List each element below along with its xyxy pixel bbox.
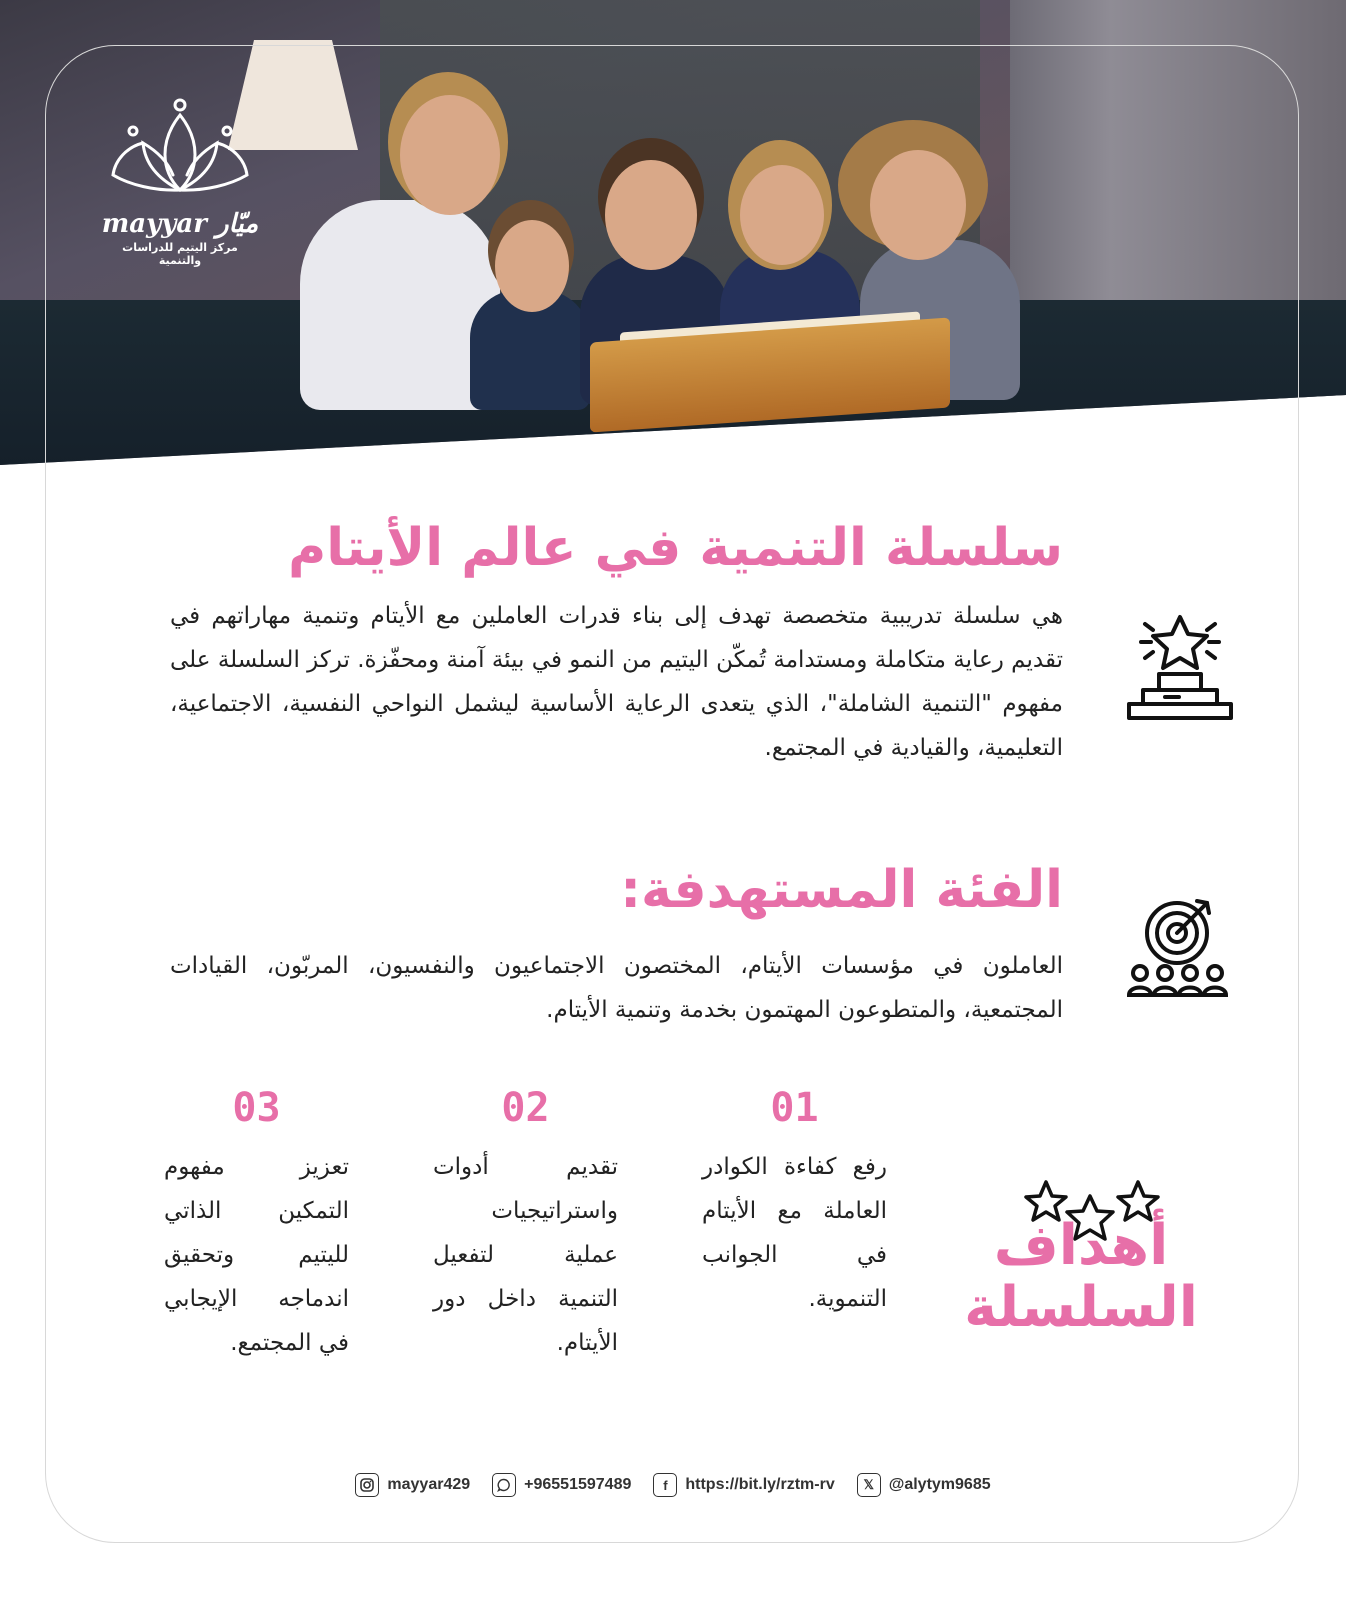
logo-arabic: ميّار bbox=[215, 209, 259, 239]
section2-body: العاملون في مؤسسات الأيتام، المختصون الاجتماعيون والنفسيون، المربّون، القيادات المجتمعية، والمتطوعون المهتمون بخدمة وتنمية الأيتام. bbox=[170, 953, 1063, 1023]
whatsapp-icon bbox=[492, 1473, 516, 1497]
logo-subtitle: مركز اليتيم للدراسات والتنمية bbox=[122, 241, 238, 267]
instagram-handle: mayyar429 bbox=[387, 1476, 471, 1493]
goal-number-3: 03 bbox=[232, 1085, 281, 1131]
whatsapp-link[interactable] bbox=[492, 1473, 631, 1497]
footer-contacts bbox=[0, 1473, 1346, 1497]
mayyar-logo bbox=[100, 95, 260, 275]
goals-title-line1: أهداف bbox=[993, 1213, 1169, 1278]
x-link[interactable] bbox=[857, 1473, 991, 1497]
goal-text-3: تعزيز مفهوم التمكين الذاتي لليتيم وتحقيق اندماجه الإيجابي في المجتمع. bbox=[164, 1154, 349, 1356]
goal-text-1: رفع كفاءة الكوادر العاملة مع الأيتام في الجوانب التنموية. bbox=[702, 1154, 887, 1312]
lotus-icon bbox=[105, 95, 255, 205]
facebook-link[interactable] bbox=[653, 1473, 834, 1497]
goal-number-1: 01 bbox=[770, 1085, 819, 1131]
facebook-url: https://bit.ly/rztm-rv bbox=[685, 1476, 835, 1493]
target-audience-icon bbox=[1125, 895, 1235, 1009]
instagram-icon bbox=[355, 1473, 379, 1497]
goal-text-2: تقديم أدوات واستراتيجيات عملية لتفعيل التنمية داخل دور الأيتام. bbox=[433, 1154, 618, 1356]
x-handle: @alytym9685 bbox=[888, 1476, 991, 1493]
whatsapp-number: +96551597489 bbox=[524, 1476, 632, 1493]
facebook-icon: f bbox=[653, 1473, 677, 1497]
x-icon: 𝕏 bbox=[857, 1473, 881, 1497]
logo-latin: mayyar bbox=[101, 209, 207, 239]
goals-title-line2: السلسلة bbox=[964, 1275, 1198, 1340]
instagram-link[interactable] bbox=[355, 1473, 470, 1497]
goal-number-2: 02 bbox=[501, 1085, 550, 1131]
goals-title bbox=[951, 1215, 1211, 1339]
section1-title: سلسلة التنمية في عالم الأيتام bbox=[288, 518, 1063, 578]
podium-star-icon bbox=[1125, 612, 1235, 726]
section1-body: هي سلسلة تدريبية متخصصة تهدف إلى بناء قدرات العاملين مع الأيتام وتنمية مهاراتهم في تقديم رعاية متكاملة ومستدامة تُمكّن اليتيم من النمو في بيئة آمنة ومحفّزة. تركز السلسلة على مفهوم "التنمية الشاملة"، الذي يتعدى الرعاية الأساسية ليشمل النواحي النفسية، الاجتماعية، التعليمية، والقيادية في المجتمع. bbox=[170, 603, 1063, 761]
section2-title: الفئة المستهدفة: bbox=[620, 860, 1063, 920]
